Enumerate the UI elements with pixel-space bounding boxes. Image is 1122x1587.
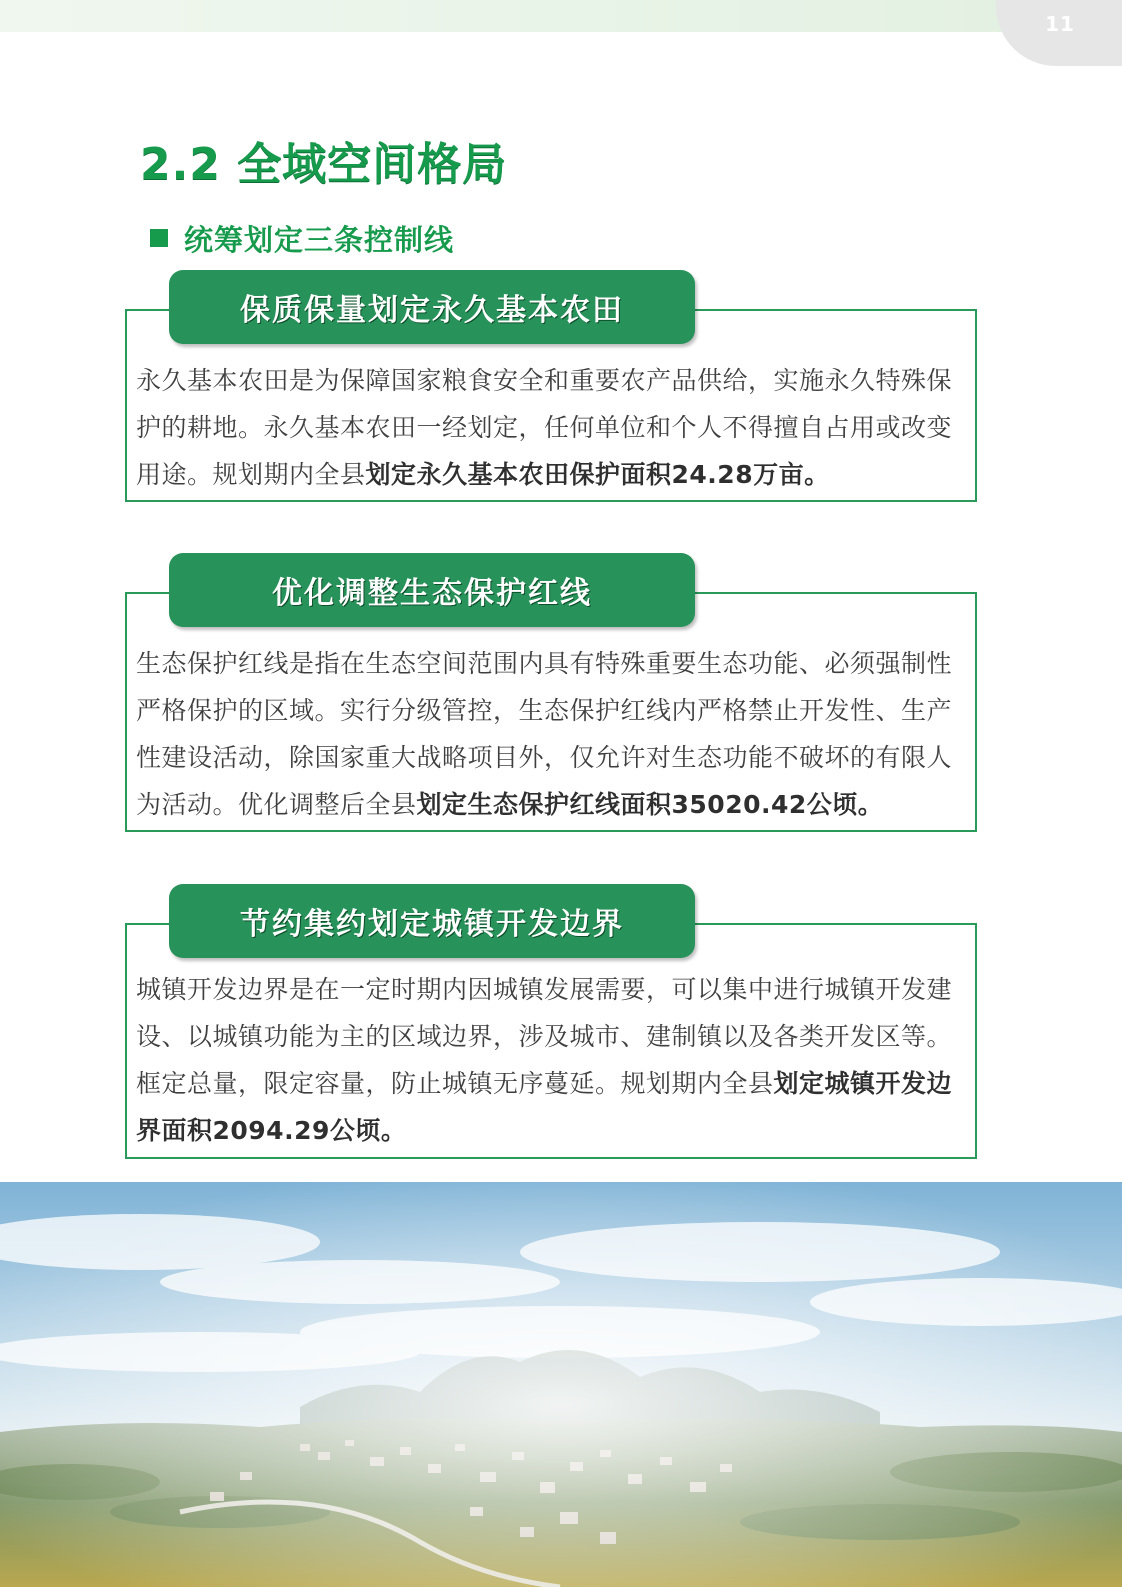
card-farmland-highlight: 划定永久基本农田保护面积24.28万亩。	[365, 460, 830, 489]
landscape-photo	[0, 1182, 1122, 1587]
card-farmland-title: 保质保量划定永久基本农田	[169, 270, 695, 344]
card-eco-redline-highlight: 划定生态保护红线面积35020.42公顷。	[416, 790, 884, 819]
top-decor-band	[0, 0, 1010, 32]
card-urban-boundary-text: 城镇开发边界是在一定时期内因城镇发展需要，可以集中进行城镇开发建设、以城镇功能为主的区域边界，涉及城市、建制镇以及各类开发区等。框定总量，限定容量，防止城镇无序蔓延。规划期内全县	[136, 975, 953, 1098]
card-farmland-body	[136, 357, 966, 498]
landscape-illustration	[0, 1182, 1122, 1587]
card-urban-boundary-title: 节约集约划定城镇开发边界	[169, 884, 695, 958]
page-number: 11	[1045, 12, 1075, 36]
card-eco-redline-title: 优化调整生态保护红线	[169, 553, 695, 627]
card-urban-boundary-highlight: 划定城镇开发边界面积2094.29公顷。	[136, 1069, 953, 1145]
section-title: 2.2 全域空间格局	[140, 139, 508, 190]
subheading-text: 统筹划定三条控制线	[184, 222, 455, 257]
subheading	[150, 218, 454, 258]
card-urban-boundary-body	[136, 966, 966, 1154]
card-farmland-text: 永久基本农田是为保障国家粮食安全和重要农产品供给，实施永久特殊保护的耕地。永久基本农田一经划定，任何单位和个人不得擅自占用或改变用途。规划期内全县	[136, 366, 953, 489]
bullet-square-icon	[150, 229, 168, 247]
card-eco-redline-text: 生态保护红线是指在生态空间范围内具有特殊重要生态功能、必须强制性严格保护的区域。实行分级管控，生态保护红线内严格禁止开发性、生产性建设活动，除国家重大战略项目外，仅允许对生态功能不破坏的有限人为活动。优化调整后全县	[136, 649, 953, 819]
card-eco-redline-body	[136, 640, 966, 828]
